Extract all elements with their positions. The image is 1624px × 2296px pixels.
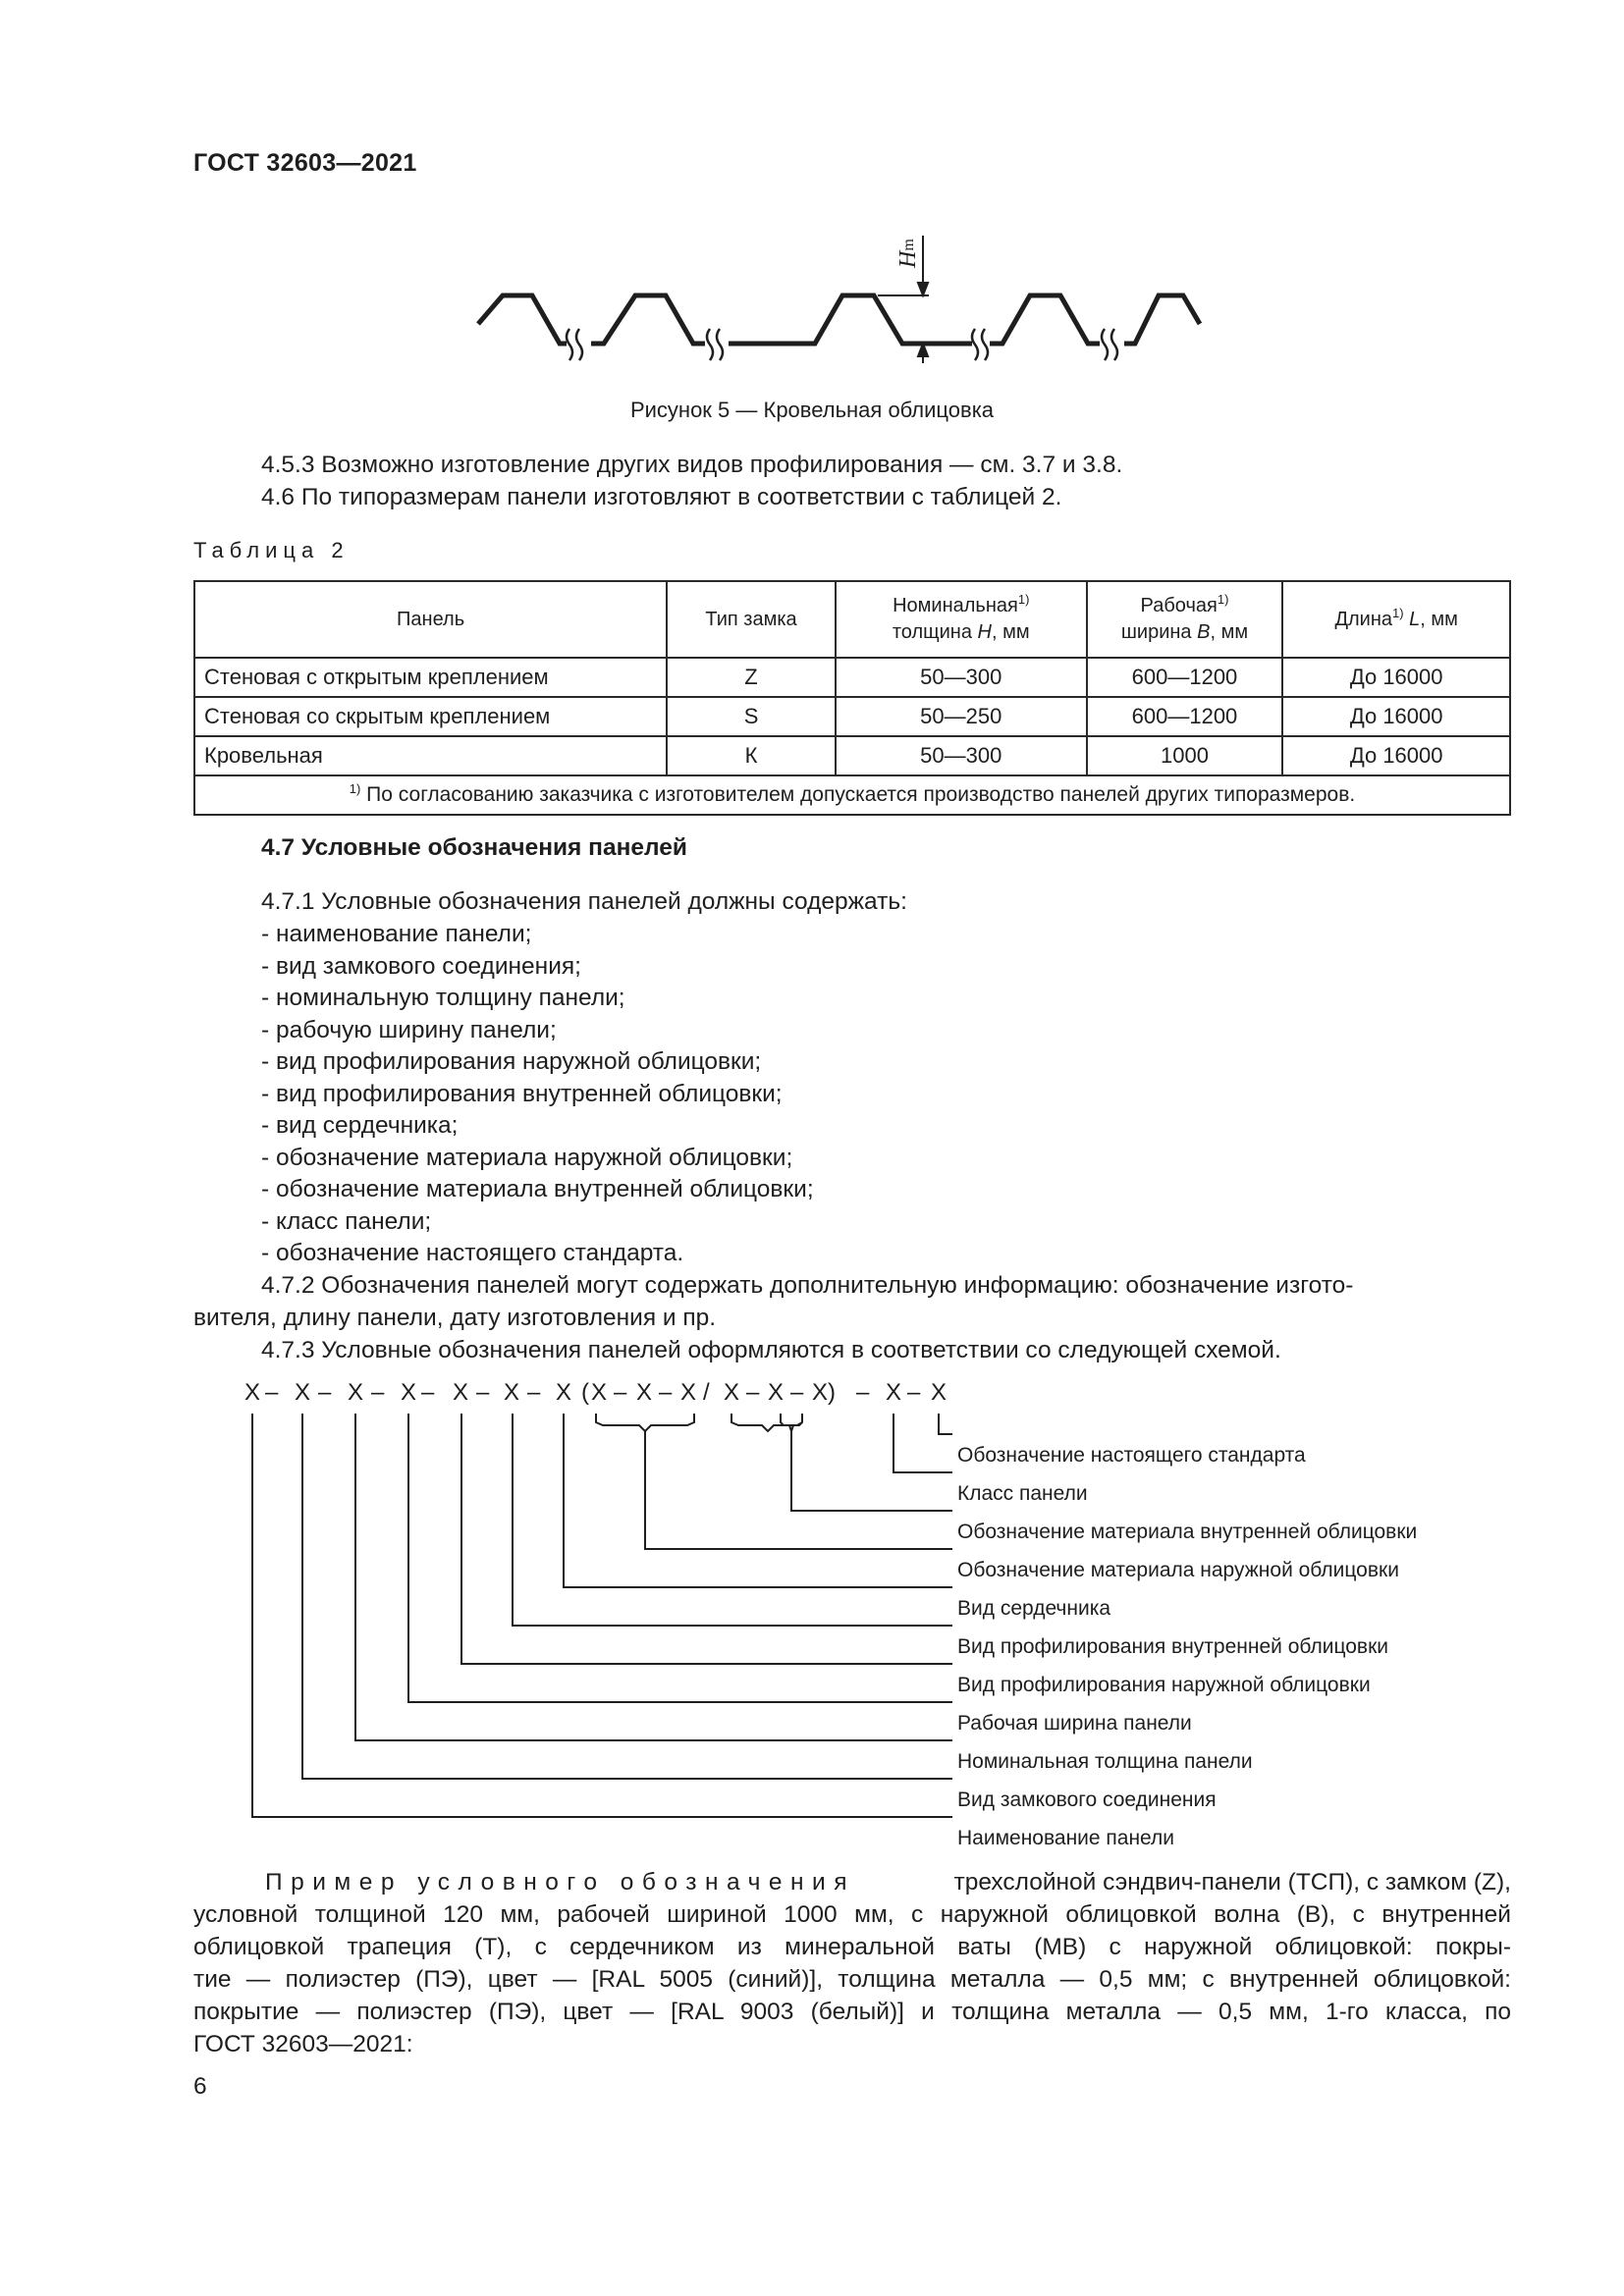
paragraph-4-7-2-line1: 4.7.2 Обозначения панелей могут содержать дополнительную информацию: обозначение изгото- (261, 1272, 1354, 1299)
scheme-label-name: Наименование панели (957, 1827, 1175, 1849)
scheme-dash: – (527, 1379, 541, 1406)
scheme-label-outer-material: Обозначение материала наружной облицовки (957, 1559, 1399, 1581)
list-item: - номинальную толщину панели; (261, 985, 625, 1011)
cell-width: 1000 (1087, 736, 1283, 775)
list-item: - вид профилирования наружной облицовки; (261, 1048, 762, 1075)
table-label: Таблица 2 (193, 538, 350, 562)
cell-lock: К (667, 736, 836, 775)
section-4-7-title: 4.7 Условные обозначения панелей (261, 834, 687, 861)
scheme-symbol: X (244, 1379, 261, 1406)
example-line5: покрытие — полиэстер (ПЭ), цвет — [RAL 9003 (белый)] и толщина металла — 0,5 мм, 1-го класса, по (193, 1999, 1511, 2025)
scheme-label-thickness: Номинальная толщина панели (957, 1750, 1253, 1773)
figure-caption: Рисунок 5 — Кровельная облицовка (629, 398, 995, 422)
scheme-label-core: Вид сердечника (957, 1597, 1111, 1620)
scheme-label-width: Рабочая ширина панели (957, 1712, 1192, 1735)
example-line1-text: трехслойной сэндвич-панели (ТСП), с замком (Z), (953, 1869, 1511, 1896)
example-line2: условной толщиной 120 мм, рабочей шириной 1000 мм, с наружной облицовкой волна (В), с внутренней (193, 1901, 1511, 1928)
scheme-label-inner-material: Обозначение материала внутренней облицовки (957, 1521, 1418, 1543)
scheme-symbol: X (636, 1379, 653, 1406)
list-item: - рабочую ширину панели; (261, 1016, 557, 1043)
scheme-close-paren: ) (828, 1379, 836, 1406)
scheme-symbol: X (453, 1379, 469, 1406)
scheme-symbol: X (295, 1379, 311, 1406)
scheme-dash: – (371, 1379, 385, 1406)
list-item: - обозначение материала внутренней облицовки; (261, 1176, 814, 1202)
scheme-symbol: X (931, 1379, 947, 1406)
scheme-symbol: X (680, 1379, 697, 1406)
scheme-symbol: X (812, 1379, 829, 1406)
col-header-lock: Тип замка (667, 581, 836, 658)
cell-thickness: 50—250 (836, 697, 1087, 736)
scheme-dash: – (476, 1379, 490, 1406)
scheme-dash: – (421, 1379, 435, 1406)
scheme-label-inner-profile: Вид профилирования внутренней облицовки (957, 1635, 1389, 1658)
paragraph-4-5-3: 4.5.3 Возможно изготовление других видов профилирования — см. 3.7 и 3.8. (261, 452, 1123, 478)
scheme-symbol: X (886, 1379, 902, 1406)
cell-lock: Z (667, 658, 836, 697)
example-line4: тие — полиэстер (ПЭ), цвет — [RAL 5005 (синий)], толщина металла — 0,5 мм; с внутренней облицовкой: (193, 1966, 1511, 1993)
col-header-length: Длина$^{1)}$ L, мм (1282, 581, 1510, 658)
cell-length: До 16000 (1282, 697, 1510, 736)
scheme-symbol: X (401, 1379, 417, 1406)
scheme-symbol: X (348, 1379, 364, 1406)
cell-width: 600—1200 (1087, 697, 1283, 736)
scheme-label-class: Класс панели (957, 1482, 1088, 1505)
scheme-symbol: X (504, 1379, 520, 1406)
list-item: - вид профилирования внутренней облицовки; (261, 1080, 783, 1107)
scheme-dash: – (746, 1379, 760, 1406)
example-line6: ГОСТ 32603—2021: (193, 2031, 413, 2057)
cell-panel: Кровельная (194, 736, 667, 775)
cell-lock: S (667, 697, 836, 736)
scheme-symbol: X (724, 1379, 740, 1406)
scheme-symbol: X (591, 1379, 608, 1406)
cell-thickness: 50—300 (836, 658, 1087, 697)
example-line3: облицовкой трапеция (Т), с сердечником из минеральной ваты (МВ) с наружной облицовкой: покры- (193, 1934, 1511, 1960)
scheme-symbol: X (768, 1379, 785, 1406)
col-header-panel: Панель (194, 581, 667, 658)
scheme-dash: – (659, 1379, 673, 1406)
scheme-dash: – (614, 1379, 627, 1406)
scheme-dash: – (907, 1379, 921, 1406)
scheme-dash: – (265, 1379, 279, 1406)
scheme-dash: – (318, 1379, 332, 1406)
paragraph-4-7-3: 4.7.3 Условные обозначения панелей оформляются в соответствии со следующей схемой. (261, 1337, 1281, 1363)
cell-width: 600—1200 (1087, 658, 1283, 697)
height-label: Hm (895, 239, 921, 268)
list-item: - наименование панели; (261, 921, 532, 947)
page-number: 6 (193, 2073, 207, 2100)
table-footnote: $^{1)}$ По согласованию заказчика с изготовителем допускается производство панелей других типоразмеров. (194, 775, 1510, 815)
list-item: - класс панели; (261, 1207, 432, 1235)
scheme-dash: – (790, 1379, 804, 1406)
scheme-label-outer-profile: Вид профилирования наружной облицовки (957, 1674, 1371, 1696)
list-item: - вид сердечника; (261, 1112, 459, 1139)
cell-length: До 16000 (1282, 658, 1510, 697)
scheme-label-standard: Обозначение настоящего стандарта (957, 1444, 1306, 1467)
col-header-width: Рабочая$^{1)}$ ширина B, мм (1087, 581, 1283, 658)
scheme-dash: – (856, 1379, 870, 1406)
cell-panel: Стеновая со скрытым креплением (194, 697, 667, 736)
list-item: - вид замкового соединения; (261, 952, 581, 980)
scheme-slash: / (703, 1379, 710, 1406)
example-line1 (265, 1867, 1511, 1899)
cell-panel: Стеновая с открытым креплением (194, 658, 667, 697)
cell-length: До 16000 (1282, 736, 1510, 775)
cell-thickness: 50—300 (836, 736, 1087, 775)
col-header-thickness: Номинальная$^{1)}$ толщина H, мм (836, 581, 1087, 658)
paragraph-4-7-2-line2: вителя, длину панели, дату изготовления и пр. (193, 1305, 717, 1331)
list-item: - обозначение материала наружной облицовки; (261, 1144, 793, 1171)
scheme-symbol: X (556, 1379, 572, 1406)
paragraph-4-6: 4.6 По типоразмерам панели изготовляют в соответствии с таблицей 2. (261, 484, 1062, 510)
scheme-open-paren: ( (581, 1379, 589, 1406)
scheme-label-lock: Вид замкового соединения (957, 1789, 1217, 1811)
list-item: - обозначение настоящего стандарта. (261, 1240, 684, 1266)
paragraph-4-7-1: 4.7.1 Условные обозначения панелей должны содержать: (261, 888, 907, 915)
document-header: ГОСТ 32603—2021 (193, 149, 417, 177)
example-lead: Пример условного обозначения (265, 1869, 855, 1896)
